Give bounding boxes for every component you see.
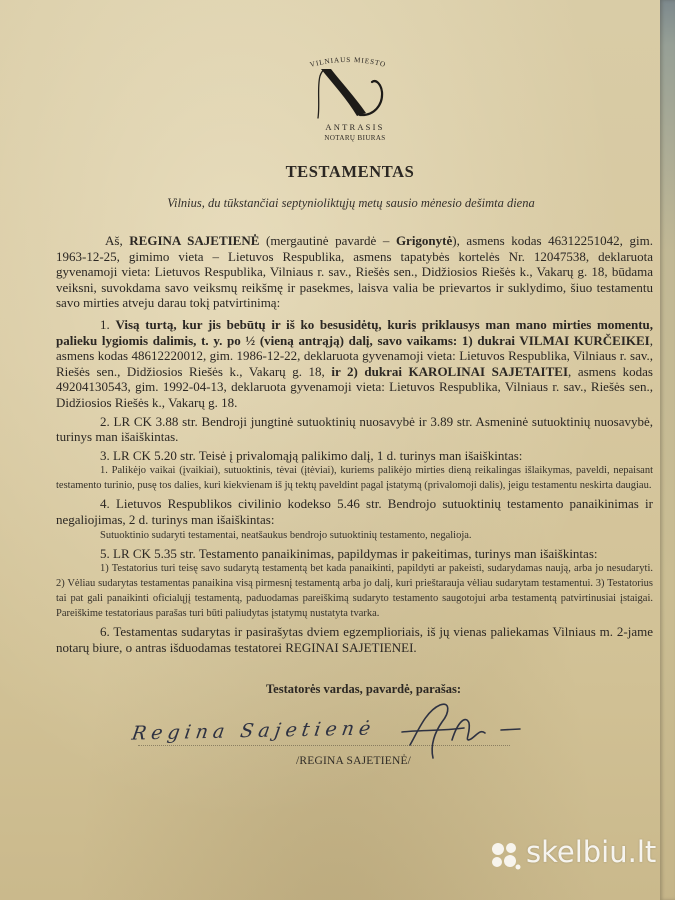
clause-1-heir-1-details: , asmens kodas 48612220012, gim. 1986-12-22, deklaruota gyvenamoji vieta: Lietuvos Respublika, Vilniaus r. sav., Riešės sen., Didžiosios Riešės k., Vakarų g. 18,: [56, 332, 653, 379]
intro-lead: Aš,: [105, 233, 130, 248]
notary-office-logo: [286, 47, 410, 144]
clause-3: 3. LR CK 5.20 str. Teisė į privalomąją palikimo dalį, 1 d. turinys man išaiškintas:: [100, 447, 523, 463]
clause-1: [56, 317, 653, 411]
clause-2: 2. LR CK 3.88 str. Bendroji jungtinė sutuoktinių nuosavybė ir 3.89 str. Asmeninė sutuoktinių nuosavybė, turinys man išaiškintas.: [56, 413, 653, 445]
page-edge-background: [660, 0, 675, 900]
signature-label: Testatorės vardas, pavardė, parašas:: [265, 682, 462, 697]
testator-name: REGINA SAJETIENĖ: [129, 233, 260, 248]
clause-3-legal-note: 1. Palikėjo vaikai (įvaikiai), sutuoktinis, tėvai (įtėviai), kuriems palikėjo mirties dieną reikalingas išlaikymas, paveldi, nepaisant testamento turinio, pusę tos dalies, kuri kiekvienam iš jų tektų paveldint pagal įstatymą (privalomoji dalis), jeigu testamentu neskirta daugiau.: [56, 465, 653, 492]
skelbiu-watermark: [488, 834, 663, 874]
maiden-name: Grigonytė: [395, 233, 453, 248]
maiden-name-label: (mergautinė pavardė –: [259, 233, 396, 248]
logo-city-arc: [309, 56, 387, 69]
document-body: [56, 233, 653, 797]
printed-testator-name: /REGINA SAJETIENĖ/: [296, 755, 412, 768]
document-title: TESTAMENTAS: [285, 162, 415, 181]
handwritten-name: Regina Sajetienė: [130, 717, 377, 745]
logo-city-text: VILNIAUS MIESTO: [309, 55, 387, 69]
logo-office-type: NOTARŲ BIURAS: [324, 134, 386, 142]
watermark-text: skelbiu.lt: [526, 835, 657, 869]
clause-6: 6. Testamentas sudarytas ir pasirašytas dviem egzemplioriais, iš jų vienas paliekamas Vilniaus m. 2-jame notarų biure, o antras išduodamas testatorei REGINAI SAJETIENEI.: [56, 624, 653, 655]
clause-1-heir-2-details: , asmens kodas 49204130543, gim. 1992-04-13, deklaruota gyvenamoji vieta: Lietuvos Respublika, Vilniaus r. sav., Riešės sen., Didžiosios Riešės k., Vakarų g. 18.: [56, 363, 653, 410]
signature-block: [56, 681, 653, 797]
intro-paragraph: [56, 233, 653, 311]
clause-1-number: 1.: [100, 316, 116, 332]
testator-details: ), asmens kodas 46312251042, gim. 1963-12-25, gimimo vieta – Lietuvos Respublika, asmens tapatybės kortelės Nr. 12047538, deklaruota gyvenamoji vieta: Lietuvos Respublika, Vilniaus r. sav., Riešės sen., Didžiosios Riešės k., Vakarų g. 18, būdama veiksni, suvokdama savo veiksmų reikšmę ir pasekmes, laisva valia be prievartos ir suklydimo, šiuo testamentu savo mirties atveju darau tokį patvirtinimą:: [56, 233, 653, 311]
clause-4: 4. Lietuvos Respublikos civilinio kodekso 5.46 str. Bendrojo sutuoktinių testamento panaikinimas ir negaliojimas, 2 d. turinys man išaiškintas:: [56, 496, 653, 527]
handwritten-signature-icon: [400, 699, 530, 761]
document-date-line: Vilnius, du tūkstančiai septynioliktųjų metų sausio mėnesio dešimta diena: [167, 196, 535, 210]
notary-n-logo-icon: [318, 69, 382, 118]
skelbiu-logo-icon: [488, 840, 522, 870]
logo-office-name: ANTRASIS: [325, 122, 385, 132]
clause-1-bequest: Visą turtą, kur jis bebūtų ir iš ko besusidėtų, kuris priklausys man mano mirties momentu, palieku lygiomis dalimis, t. y. po ½ (vieną antrąją) dalį, savo vaikams: 1) dukrai VILMAI KURČEIKEI: [56, 316, 654, 348]
clause-5: 5. LR CK 5.35 str. Testamento panaikinimas, papildymas ir pakeitimas, turinys man išaiškintas:: [100, 545, 598, 561]
clause-1-heir-2: ir 2) dukrai KAROLINAI SAJETAITEI: [331, 363, 569, 379]
clause-4-legal-note: Sutuoktinio sudaryti testamentai, neatšaukus bendrojo sutuoktinių testamento, negalioja.: [100, 529, 472, 541]
clause-5-legal-note: 1) Testatorius turi teisę savo sudarytą testamentą bet kada panaikinti, papildyti ar pakeisti, sudarydamas naują, arba jo nesudaryti. 2) Vėliau sudarytas testamentas panaikina visą pirmesnį testamentą arba jo dalį, kuri prieštarauja vėliau sudarytam testamentui. 3) Testatorius tai pat gali panaikinti oficialųjį testamentą, paduodamas pareiškimą sudaryto testamento saugotojui arba testamentą patvirtinusiai įstaigai. Pareiškime testatoriaus parašas turi būti paliudytas įstatymų nustatyta tvarka.: [56, 563, 653, 620]
signature-area: [56, 697, 653, 797]
